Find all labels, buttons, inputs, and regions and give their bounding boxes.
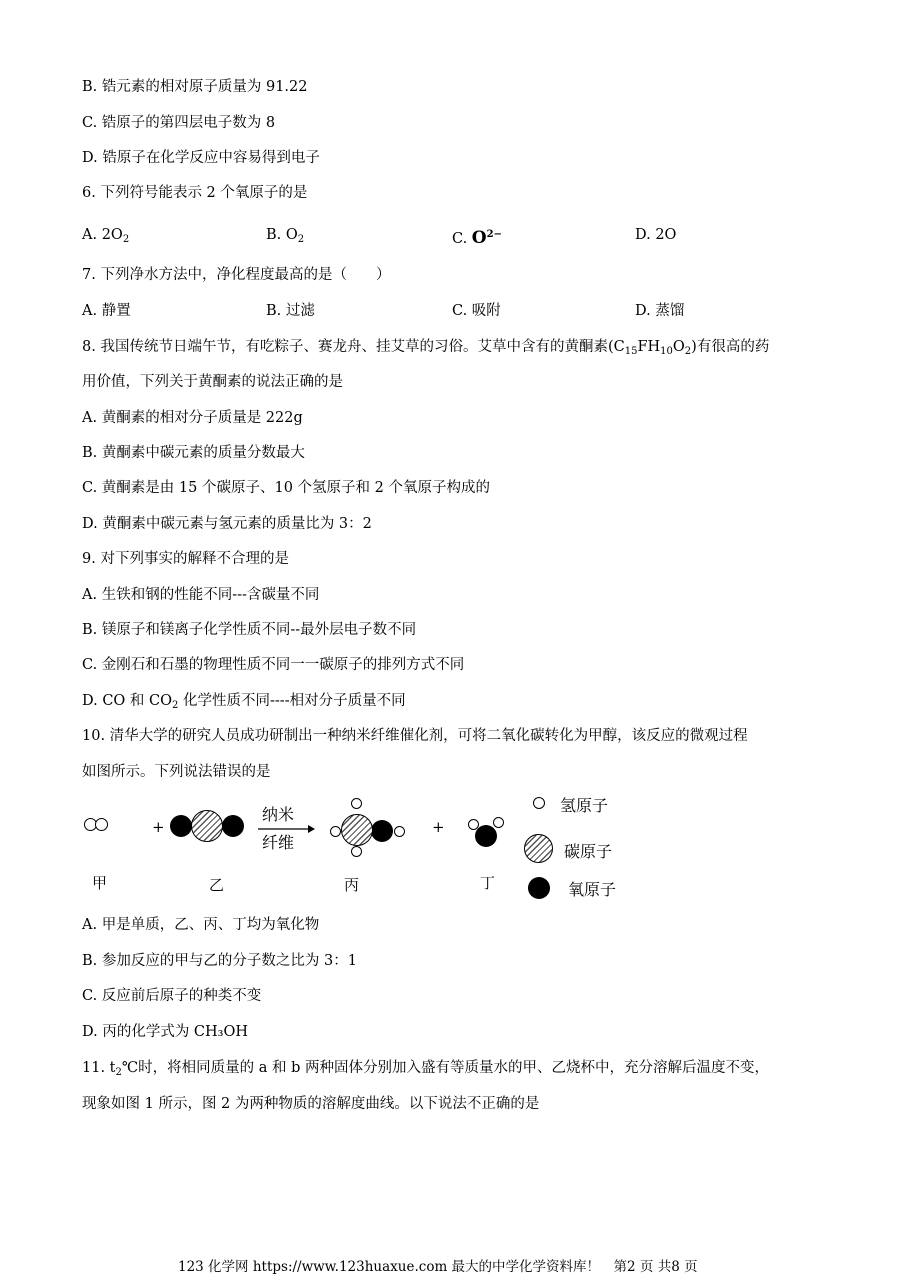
label-jia: 甲 [92, 874, 108, 892]
q10-option-c: C. 反应前后原子的种类不变 [82, 988, 262, 1004]
q5-option-d: D. 锆原子在化学反应中容易得到电子 [82, 150, 320, 166]
question-8-line2: 用价值，下列关于黄酮素的说法正确的是 [82, 374, 343, 390]
q7-option-b: B. 过滤 [266, 303, 315, 319]
q8-option-b: B. 黄酮素中碳元素的质量分数最大 [82, 445, 305, 461]
carbon-atom [341, 814, 373, 846]
legend-carbon-label: 碳原子 [564, 842, 613, 861]
oxygen-atom [222, 815, 244, 837]
molecule-bing [330, 798, 410, 858]
reaction-diagram [0, 790, 902, 910]
q5-option-b: B. 锆元素的相对原子质量为 91.22 [82, 79, 308, 95]
q10-option-d: D. 丙的化学式为 CH₃OH [82, 1024, 249, 1040]
label-ding: 丁 [480, 874, 496, 892]
molecule-ding [468, 817, 508, 851]
question-6: 6. 下列符号能表示 2 个氧原子的是 [82, 185, 308, 201]
oxygen-atom [475, 825, 497, 847]
hydrogen-atom [95, 818, 108, 831]
q8-option-c: C. 黄酮素是由 15 个碳原子、10 个氢原子和 2 个氧原子构成的 [82, 480, 490, 496]
hydrogen-atom [330, 826, 341, 837]
page-footer: 123 化学网 https://www.123huaxue.com 最大的中学化学资料库！ 第2 页 共8 页 [178, 1259, 698, 1275]
q9-option-b: B. 镁原子和镁离子化学性质不同--最外层电子数不同 [82, 622, 417, 638]
question-10-line2: 如图所示。下列说法错误的是 [82, 764, 271, 780]
legend-oxygen-label: 氧原子 [568, 880, 617, 899]
q9-option-c: C. 金刚石和石墨的物理性质不同一一碳原子的排列方式不同 [82, 657, 465, 673]
label-yi: 乙 [209, 876, 225, 894]
oxygen-legend-icon [528, 877, 550, 899]
q9-option-a: A. 生铁和钢的性能不同---含碳量不同 [82, 587, 320, 603]
carbon-atom [191, 810, 223, 842]
q6-option-d: D. 2O [635, 227, 677, 243]
q7-option-a: A. 静置 [82, 303, 131, 319]
question-11-line1: 11. $t_2℃$时，将相同质量的 a 和 b 两种固体分别加入盛有等质量水的甲、乙烧杯中，充分溶解后温度不变， [82, 1060, 769, 1078]
q7-option-d: D. 蒸馏 [635, 303, 685, 319]
hydrogen-legend-icon [533, 797, 545, 809]
question-7: 7. 下列净水方法中，净化程度最高的是（ ） [82, 267, 391, 283]
hydrogen-atom [351, 846, 362, 857]
label-bing: 丙 [344, 876, 360, 894]
question-10-line1: 10. 清华大学的研究人员成功研制出一种纳米纤维催化剂，可将二氧化碳转化为甲醇，该反应的微观过程 [82, 728, 748, 744]
plus-sign: + [432, 818, 445, 836]
q6-option-b: B. $O_2$ [266, 227, 305, 245]
arrow-label-top: 纳米 [262, 805, 295, 824]
molecule-yi [170, 810, 246, 844]
q5-option-c: C. 锆原子的第四层电子数为 8 [82, 115, 276, 131]
question-11-line2: 现象如图 1 所示，图 2 为两种物质的溶解度曲线。以下说法不正确的是 [82, 1096, 540, 1112]
hydrogen-atom [394, 826, 405, 837]
q7-option-c: C. 吸附 [452, 303, 501, 319]
oxygen-atom [371, 820, 393, 842]
legend-hydrogen-label: 氢原子 [560, 796, 609, 815]
molecule-jia [84, 818, 110, 832]
question-8-line1: 8. 我国传统节日端午节，有吃粽子、赛龙舟、挂艾草的习俗。艾草中含有的黄酮素$(C_{15}FH_{10}O_2)$有很高的药 [82, 339, 770, 357]
q7-options [82, 300, 862, 322]
q10-option-b: B. 参加反应的甲与乙的分子数之比为 3：1 [82, 953, 357, 969]
question-9: 9. 对下列事实的解释不合理的是 [82, 551, 289, 567]
plus-sign: + [152, 818, 165, 836]
oxygen-atom [170, 815, 192, 837]
q6-option-c: C. $O^{2-}$ [452, 227, 502, 248]
q8-option-a: A. 黄酮素的相对分子质量是 222g [82, 410, 303, 426]
q6-options [82, 224, 862, 246]
hydrogen-atom [351, 798, 362, 809]
arrow-label-bottom: 纤维 [262, 833, 295, 852]
hydrogen-atom [493, 817, 504, 828]
q9-option-d: D. CO 和 $CO_2$ 化学性质不同----相对分子质量不同 [82, 693, 406, 711]
carbon-legend-icon [524, 834, 553, 863]
q6-option-a: A. $2O_2$ [82, 227, 130, 245]
q10-option-a: A. 甲是单质，乙、丙、丁均为氧化物 [82, 917, 320, 933]
q8-option-d: D. 黄酮素中碳元素与氢元素的质量比为 3：2 [82, 516, 372, 532]
